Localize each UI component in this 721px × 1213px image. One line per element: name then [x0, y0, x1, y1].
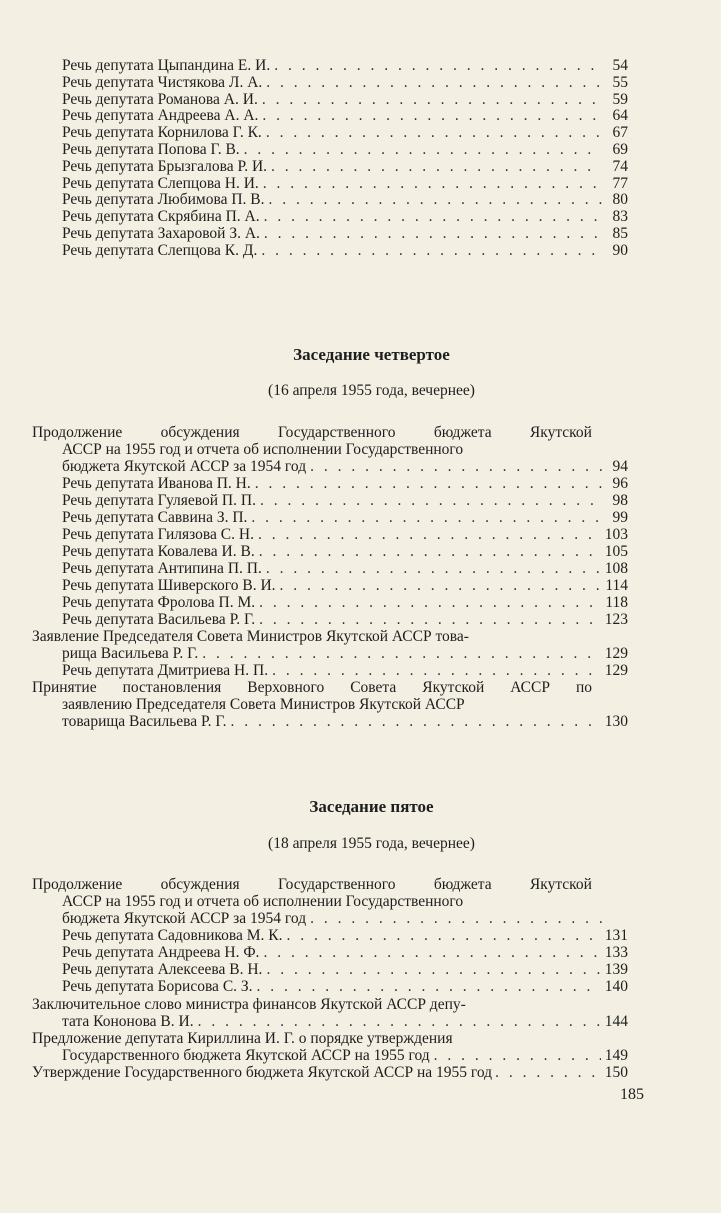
proposal-line-1: Предложение депутата Кириллина И. Г. о порядке утверждения: [32, 1030, 453, 1047]
entry-title: Речь депутата Гуляевой П. П.: [62, 492, 256, 509]
entry-title: Речь депутата Васильева Р. Г.: [62, 611, 256, 628]
session-4-intro-line-2: АССР на 1955 год и отчета об исполнении Государственного: [62, 441, 464, 458]
entry-title: Утверждение Государственного бюджета Якутской АССР на 1955 год: [32, 1064, 493, 1081]
word: Верховного: [247, 679, 325, 696]
entry-title: Речь депутата Андреева Н. Ф.: [62, 944, 260, 961]
toc-entry[interactable]: [62, 141, 628, 158]
session-4-date: (16 апреля 1955 года, вечернее): [268, 382, 475, 399]
entry-title: рища Васильева Р. Г.: [62, 645, 199, 662]
page-number: 133: [604, 944, 628, 961]
entry-title: Речь депутата Захаровой З. А.: [62, 225, 260, 242]
entry-title: бюджета Якутской АССР за 1954 год: [62, 910, 307, 927]
toc-entry[interactable]: [62, 594, 628, 611]
dot-leader: [266, 74, 602, 91]
page-number: 123: [604, 611, 628, 628]
entry-title: Речь депутата Слепцова Н. И.: [62, 174, 259, 192]
toc-entry[interactable]: [62, 509, 628, 526]
session-5-intro-line-1: [32, 876, 592, 893]
word: АССР: [510, 679, 550, 696]
word: Государственного: [277, 424, 396, 441]
entry-title: товарища Васильева Р. Г.: [62, 713, 227, 730]
session-5-title: Заседание пятое: [309, 797, 434, 816]
word: по: [575, 679, 592, 696]
session-4-title: Заседание четвертое: [293, 345, 450, 364]
word: Якутской: [422, 679, 485, 696]
dot-leader: [266, 560, 601, 577]
page-number: 144: [604, 1013, 628, 1030]
page-number: 99: [612, 509, 628, 526]
dot-leader: [259, 543, 601, 560]
toc-entry[interactable]: [62, 57, 628, 74]
toc-entry[interactable]: [62, 944, 628, 961]
page-number: 129: [604, 645, 628, 662]
toc-entry[interactable]: [62, 611, 628, 628]
word: Принятие: [32, 679, 97, 696]
entry-title: Речь депутата Слепцова К. Д.: [62, 241, 258, 259]
toc-entry[interactable]: [62, 225, 628, 242]
page-number: 80: [612, 191, 628, 209]
dot-leader: [262, 107, 602, 124]
page-number: 139: [604, 961, 628, 978]
page-number: 129: [604, 662, 628, 679]
page-folio: 185: [620, 1086, 644, 1103]
page-number: 96: [612, 475, 628, 492]
page-number: 150: [604, 1064, 628, 1081]
page-number: 105: [604, 543, 628, 560]
toc-entry[interactable]: [62, 961, 628, 978]
dot-leader: [434, 1047, 601, 1064]
dot-leader: [310, 910, 602, 927]
resolution-line-2: заявлению Председателя Совета Министров Якутской АССР: [62, 696, 465, 713]
page-number: 149: [604, 1047, 628, 1064]
entry-title: бюджета Якутской АССР за 1954 год: [62, 458, 307, 475]
dot-leader: [244, 141, 602, 158]
session-4-intro-line-1: [32, 424, 592, 441]
toc-entry[interactable]: [62, 927, 628, 944]
page-number: 130: [604, 713, 628, 730]
dot-leader: [258, 526, 601, 543]
page-number: 54: [612, 57, 628, 74]
dot-leader: [268, 191, 602, 208]
statement-line-1: Заявление Председателя Совета Министров Якутской АССР това-: [32, 628, 469, 645]
entry-title: Речь депутата Дмитриева Н. П.: [62, 662, 269, 679]
word: Совета: [350, 679, 397, 696]
dot-leader: [255, 475, 602, 492]
dot-leader: [266, 124, 602, 141]
word: бюджета: [433, 424, 492, 441]
entry-title: Речь депутата Иванова П. Н.: [62, 475, 251, 492]
entry-title: Речь депутата Фролова П. М.: [62, 594, 256, 611]
word: Продолжение: [32, 424, 123, 441]
dot-leader: [280, 577, 602, 594]
entry-title: Речь депутата Корнилова Г. К.: [62, 124, 262, 142]
dot-leader: [231, 713, 601, 730]
entry-title: Речь депутата Скрябина П. А.: [62, 208, 260, 226]
toc-entry[interactable]: [62, 645, 628, 662]
word: Продолжение: [32, 876, 123, 893]
page-number: 103: [604, 526, 628, 543]
entry-title: Государственного бюджета Якутской АССР на 1955 год: [62, 1047, 430, 1064]
toc-entry[interactable]: [62, 191, 628, 208]
dot-leader: [271, 158, 602, 175]
word: Государственного: [277, 876, 396, 893]
dot-leader: [202, 645, 601, 662]
word: Якутской: [529, 424, 592, 441]
page-number: 59: [612, 90, 628, 108]
entry-title: Речь депутата Антипина П. П.: [62, 560, 262, 577]
toc-entry[interactable]: [62, 158, 628, 175]
dot-leader: [259, 594, 601, 611]
dot-leader: [310, 458, 602, 475]
toc-entry[interactable]: [62, 91, 628, 108]
dot-leader: [264, 225, 602, 242]
toc-entry[interactable]: [62, 492, 628, 509]
dot-leader: [257, 978, 601, 995]
toc-entry[interactable]: [62, 543, 628, 560]
toc-entry[interactable]: [62, 107, 628, 124]
toc-entry[interactable]: [62, 978, 628, 995]
toc-entry[interactable]: [62, 74, 628, 91]
word: бюджета: [433, 876, 492, 893]
dot-leader: [263, 175, 602, 192]
page-number: 94: [612, 458, 628, 475]
word: обсуждения: [160, 876, 240, 893]
toc-entry[interactable]: [32, 1064, 628, 1081]
page-number: 77: [612, 174, 628, 192]
toc-entry[interactable]: [62, 910, 628, 927]
page-number: 55: [612, 73, 628, 91]
toc-entry[interactable]: [62, 526, 628, 543]
page-number: 69: [612, 141, 628, 158]
entry-title: Речь депутата Борисова С. З.: [62, 978, 253, 995]
entry-title: Речь депутата Алексеева В. Н.: [62, 961, 263, 978]
entry-title: Речь депутата Саввина З. П.: [62, 509, 248, 526]
entry-title: Речь депутата Романова А. И.: [62, 90, 258, 108]
closing-line-1: Заключительное слово министра финансов Якутской АССР депу-: [32, 996, 466, 1013]
page-number: 90: [612, 241, 628, 259]
dot-leader: [198, 1013, 601, 1030]
entry-title: Речь депутата Шиверского В. И.: [62, 577, 276, 594]
entry-title: Речь депутата Ковалева И. В.: [62, 543, 255, 560]
dot-leader: [263, 944, 600, 961]
toc-entry[interactable]: [62, 1047, 628, 1064]
entry-title: Речь депутата Любимова П. В.: [62, 191, 265, 209]
dot-leader: [259, 611, 601, 628]
dot-leader: [262, 91, 602, 108]
resolution-line-1: [32, 679, 592, 696]
page-number: 118: [605, 594, 628, 611]
word: постановления: [122, 679, 222, 696]
dot-leader: [272, 662, 601, 679]
dot-leader: [274, 57, 602, 74]
toc-entry[interactable]: [62, 1013, 628, 1030]
entry-title: Речь депутата Цыпандина Е. И.: [62, 57, 271, 74]
entry-title: Речь депутата Гилязова С. Н.: [62, 526, 254, 543]
toc-entry[interactable]: [62, 242, 628, 259]
entry-title: тата Кононова В. И.: [62, 1013, 194, 1030]
page-number: 140: [604, 978, 628, 995]
page-number: 131: [604, 927, 628, 944]
toc-entry[interactable]: [62, 124, 628, 141]
dot-leader: [251, 509, 602, 526]
page-number: 85: [612, 225, 628, 242]
entry-title: Речь депутата Садовникова М. К.: [62, 927, 283, 944]
dot-leader: [266, 961, 600, 978]
page-number: 74: [612, 157, 628, 175]
word: обсуждения: [160, 424, 240, 441]
toc-entry[interactable]: [62, 577, 628, 594]
toc-entry[interactable]: [62, 475, 628, 492]
entry-title: Речь депутата Чистякова Л. А.: [62, 73, 263, 91]
session-5-date: (18 апреля 1955 года, вечернее): [268, 835, 475, 852]
toc-entry[interactable]: [62, 175, 628, 192]
dot-leader: [260, 492, 602, 509]
entry-title: Речь депутата Андреева А. А.: [62, 107, 259, 125]
page-number: 83: [612, 208, 628, 226]
entry-title: Речь депутата Брызгалова Р. И.: [62, 157, 268, 175]
page-number: 67: [612, 124, 628, 142]
word: Якутской: [529, 876, 592, 893]
toc-entry[interactable]: [62, 560, 628, 577]
toc-entry[interactable]: [62, 208, 628, 225]
page-number: 64: [612, 107, 628, 125]
dot-leader: [264, 208, 602, 225]
page-number: 108: [604, 560, 628, 577]
toc-entry[interactable]: [62, 662, 628, 679]
dot-leader: [261, 242, 602, 259]
toc-entry[interactable]: [62, 713, 628, 730]
page-number: 98: [612, 492, 628, 509]
entry-title: Речь депутата Попова Г. В.: [62, 141, 240, 158]
page-number: 114: [605, 577, 628, 594]
dot-leader: [287, 927, 601, 944]
toc-entry[interactable]: [62, 458, 628, 475]
dot-leader: [495, 1064, 602, 1081]
session-5-intro-line-2: АССР на 1955 год и отчета об исполнении Государственного: [62, 893, 464, 910]
